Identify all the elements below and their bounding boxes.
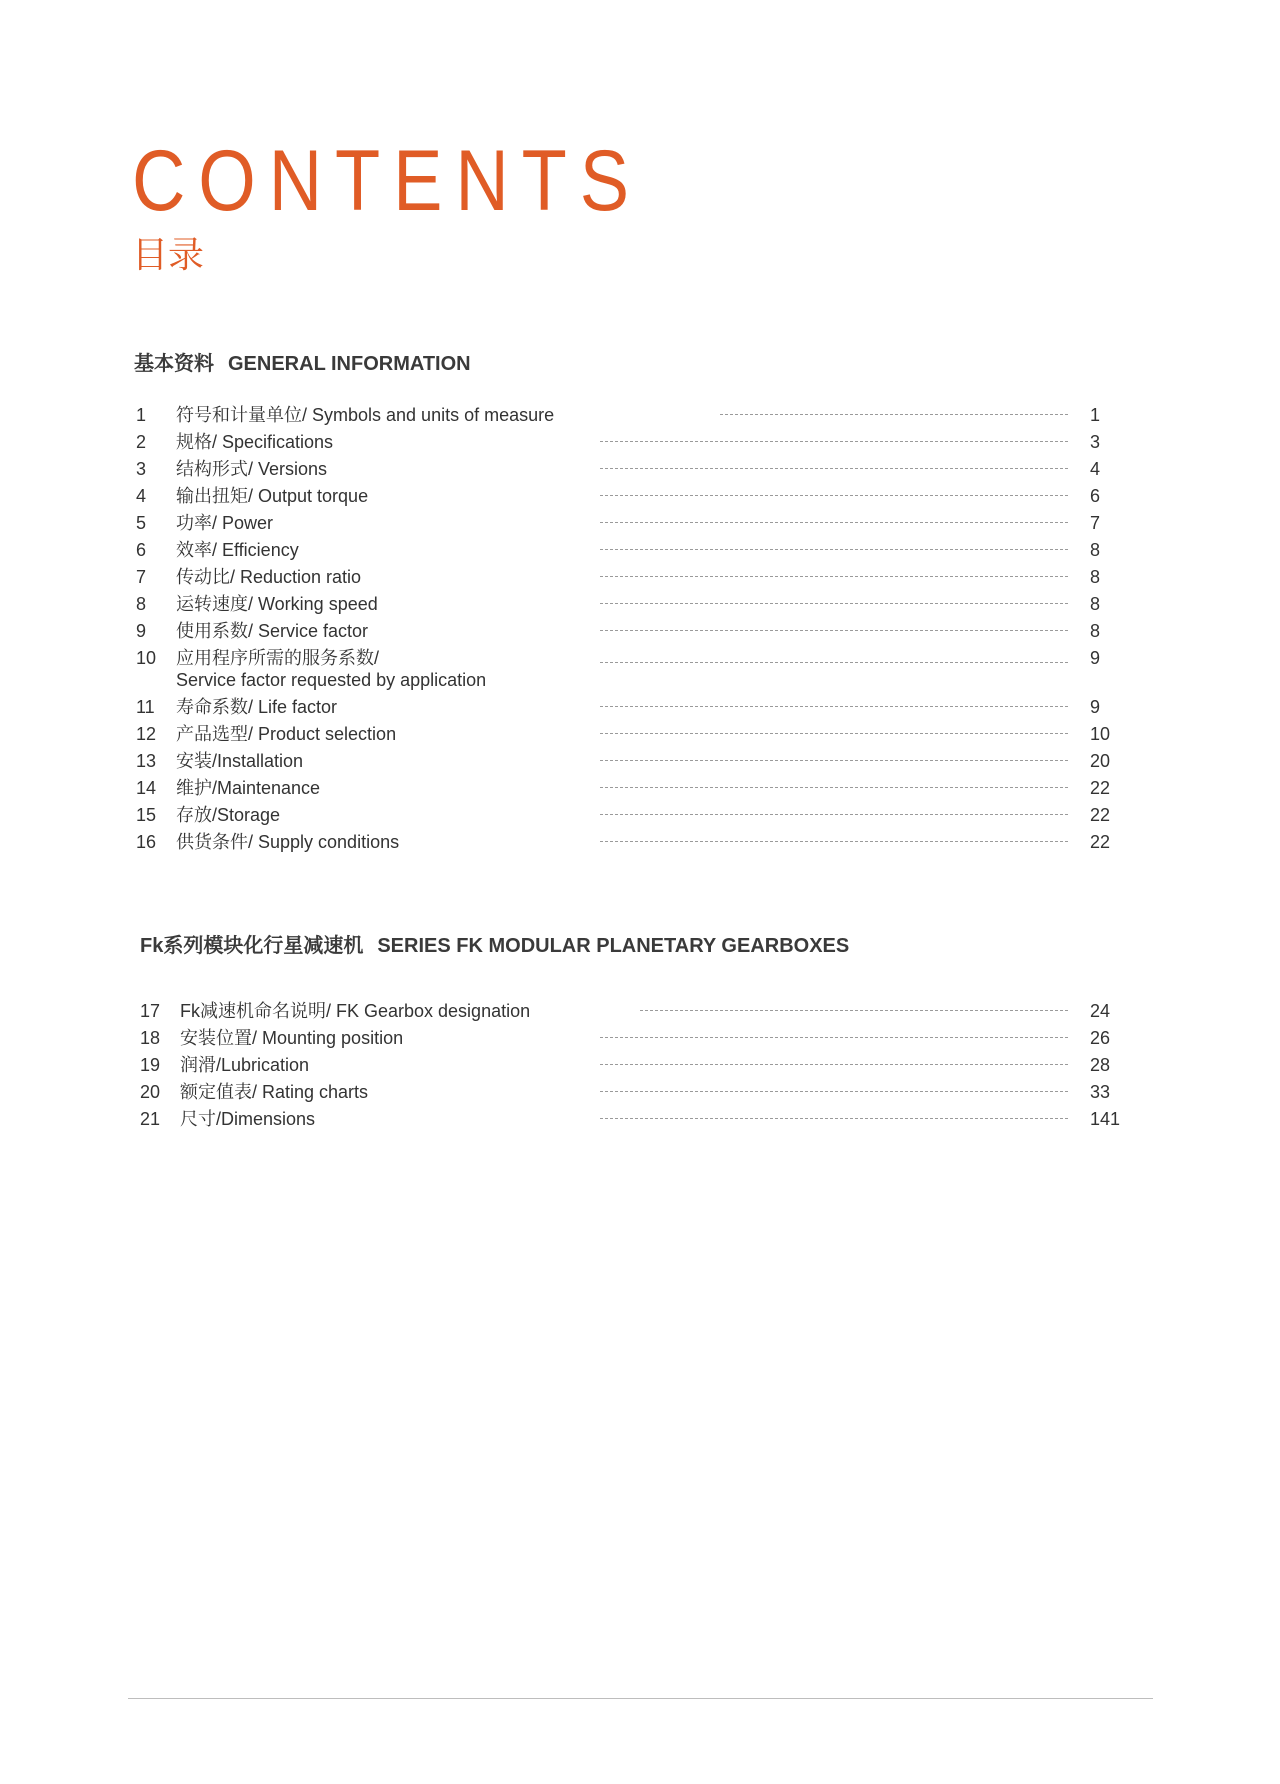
toc-entry-page: 6 xyxy=(1090,486,1101,506)
toc-entry[interactable] xyxy=(136,512,1126,539)
toc-entry[interactable] xyxy=(136,593,1126,620)
toc-entry-number: 3 xyxy=(136,459,147,479)
toc-entry-label-line1: 应用程序所需的服务系数/ xyxy=(176,648,379,668)
toc-entry-label: 功率/ Power xyxy=(176,513,274,533)
toc-entry-number: 21 xyxy=(140,1109,161,1129)
dotted-leader xyxy=(600,732,1068,734)
toc-entry-number: 17 xyxy=(140,1001,161,1021)
toc-entry-page: 8 xyxy=(1090,540,1101,560)
toc-entry-number: 7 xyxy=(136,567,147,587)
toc-entry-number: 12 xyxy=(136,724,157,744)
toc-general-information xyxy=(136,404,1126,858)
toc-entry-label-line2: Service factor requested by application xyxy=(176,670,487,690)
dotted-leader xyxy=(600,548,1068,550)
dotted-leader xyxy=(600,1036,1068,1038)
toc-entry[interactable] xyxy=(136,539,1126,566)
toc-entry[interactable] xyxy=(136,431,1126,458)
toc-entry-number: 6 xyxy=(136,540,147,560)
toc-entry-label: 传动比/ Reduction ratio xyxy=(176,567,362,587)
dotted-leader xyxy=(600,786,1068,788)
toc-entry-number: 2 xyxy=(136,432,147,452)
toc-entry-label: 效率/ Efficiency xyxy=(176,540,299,560)
toc-entry-page: 10 xyxy=(1090,724,1111,744)
toc-entry-number: 13 xyxy=(136,751,157,771)
toc-entry-number: 11 xyxy=(136,697,155,717)
toc-entry[interactable] xyxy=(136,458,1126,485)
toc-entry-number: 18 xyxy=(140,1028,161,1048)
toc-entry-number: 20 xyxy=(140,1082,161,1102)
dotted-leader xyxy=(600,759,1068,761)
toc-entry-label: 输出扭矩/ Output torque xyxy=(176,486,369,506)
toc-entry-label: 存放/Storage xyxy=(176,805,281,825)
dotted-leader xyxy=(600,1117,1068,1119)
dotted-leader xyxy=(600,575,1068,577)
toc-entry[interactable] xyxy=(136,485,1126,512)
dotted-leader xyxy=(720,413,1068,415)
dotted-leader xyxy=(600,705,1068,707)
section-heading-en: SERIES FK MODULAR PLANETARY GEARBOXES xyxy=(377,935,850,957)
toc-entry-label: 运转速度/ Working speed xyxy=(176,594,378,614)
dotted-leader xyxy=(640,1009,1068,1011)
toc-entry-page: 22 xyxy=(1090,805,1111,825)
dotted-leader xyxy=(600,1063,1068,1065)
toc-entry-label: 规格/ Specifications xyxy=(176,432,334,452)
toc-entry-page: 22 xyxy=(1090,778,1111,798)
toc-entry-label: 寿命系数/ Life factor xyxy=(176,697,338,717)
toc-entry-label: 符号和计量单位/ Symbols and units of measure xyxy=(176,405,555,425)
dotted-leader xyxy=(600,1090,1068,1092)
toc-entry[interactable] xyxy=(136,620,1126,647)
toc-entry[interactable] xyxy=(136,566,1126,593)
toc-entry-number: 5 xyxy=(136,513,147,533)
toc-entry-page: 28 xyxy=(1090,1055,1111,1075)
toc-entry-label: 结构形式/ Versions xyxy=(176,459,328,479)
toc-entry-number: 15 xyxy=(136,805,157,825)
toc-entry[interactable] xyxy=(136,831,1126,858)
toc-entry-page: 141 xyxy=(1090,1109,1121,1129)
toc-entry-number: 16 xyxy=(136,832,157,852)
toc-entry-page: 22 xyxy=(1090,832,1111,852)
toc-entry-page: 1 xyxy=(1090,405,1101,425)
toc-entry-number: 1 xyxy=(136,405,147,425)
dotted-leader xyxy=(600,840,1068,842)
toc-entry[interactable] xyxy=(136,696,1126,723)
section-heading-general-information xyxy=(134,354,471,374)
section-heading-series-fk xyxy=(140,936,849,956)
toc-entry-label: 安装/Installation xyxy=(176,751,304,771)
contents-title: CONTENTS xyxy=(132,133,642,229)
section-heading-cn: Fk系列模块化行星减速机 xyxy=(140,935,364,957)
dotted-leader xyxy=(600,661,1068,663)
toc-entry[interactable] xyxy=(140,1081,1126,1108)
section-heading-cn: 基本资料 xyxy=(134,353,214,375)
toc-entry-page: 24 xyxy=(1090,1001,1111,1021)
toc-entry[interactable] xyxy=(140,1054,1126,1081)
toc-entry-number: 8 xyxy=(136,594,147,614)
toc-entry-label: 产品选型/ Product selection xyxy=(176,724,397,744)
toc-entry-label: 使用系数/ Service factor xyxy=(176,621,369,641)
dotted-leader xyxy=(600,440,1068,442)
toc-entry-page: 8 xyxy=(1090,567,1101,587)
toc-entry[interactable] xyxy=(136,777,1126,804)
toc-entry[interactable] xyxy=(140,1108,1126,1135)
toc-entry-page: 33 xyxy=(1090,1082,1111,1102)
toc-entry-page: 26 xyxy=(1090,1028,1111,1048)
toc-entry-number: 10 xyxy=(136,648,157,668)
toc-entry-number: 4 xyxy=(136,486,147,506)
toc-entry-label: 额定值表/ Rating charts xyxy=(180,1082,369,1102)
toc-entry-label: Fk减速机命名说明/ FK Gearbox designation xyxy=(180,1001,531,1021)
toc-entry-page: 3 xyxy=(1090,432,1101,452)
toc-entry[interactable] xyxy=(136,404,1126,431)
contents-title-cn: 目录 xyxy=(132,235,205,276)
toc-entry[interactable] xyxy=(140,1027,1126,1054)
toc-entry-page: 8 xyxy=(1090,621,1101,641)
dotted-leader xyxy=(600,813,1068,815)
toc-entry-page: 7 xyxy=(1090,513,1101,533)
toc-entry-page: 8 xyxy=(1090,594,1101,614)
toc-entry-label xyxy=(176,647,496,691)
toc-entry-page: 9 xyxy=(1090,648,1101,668)
dotted-leader xyxy=(600,629,1068,631)
footer-divider xyxy=(128,1698,1153,1699)
toc-entry-number: 9 xyxy=(136,621,147,641)
toc-entry-label: 尺寸/Dimensions xyxy=(180,1109,316,1129)
toc-entry-page: 20 xyxy=(1090,751,1111,771)
dotted-leader xyxy=(600,521,1068,523)
toc-entry-label: 安装位置/ Mounting position xyxy=(180,1028,404,1048)
toc-entry[interactable] xyxy=(136,750,1126,777)
section-heading-en: GENERAL INFORMATION xyxy=(228,353,471,375)
toc-entry[interactable] xyxy=(136,723,1126,750)
toc-entry[interactable] xyxy=(136,647,1126,696)
toc-series-fk xyxy=(140,1000,1126,1135)
dotted-leader xyxy=(600,494,1068,496)
dotted-leader xyxy=(600,602,1068,604)
toc-entry-number: 14 xyxy=(136,778,157,798)
toc-entry[interactable] xyxy=(136,804,1126,831)
toc-entry-label: 供货条件/ Supply conditions xyxy=(176,832,400,852)
toc-entry-label: 润滑/Lubrication xyxy=(180,1055,310,1075)
toc-entry[interactable] xyxy=(140,1000,1126,1027)
toc-entry-number: 19 xyxy=(140,1055,161,1075)
toc-entry-label: 维护/Maintenance xyxy=(176,778,321,798)
toc-entry-page: 9 xyxy=(1090,697,1101,717)
dotted-leader xyxy=(600,467,1068,469)
toc-entry-page: 4 xyxy=(1090,459,1101,479)
